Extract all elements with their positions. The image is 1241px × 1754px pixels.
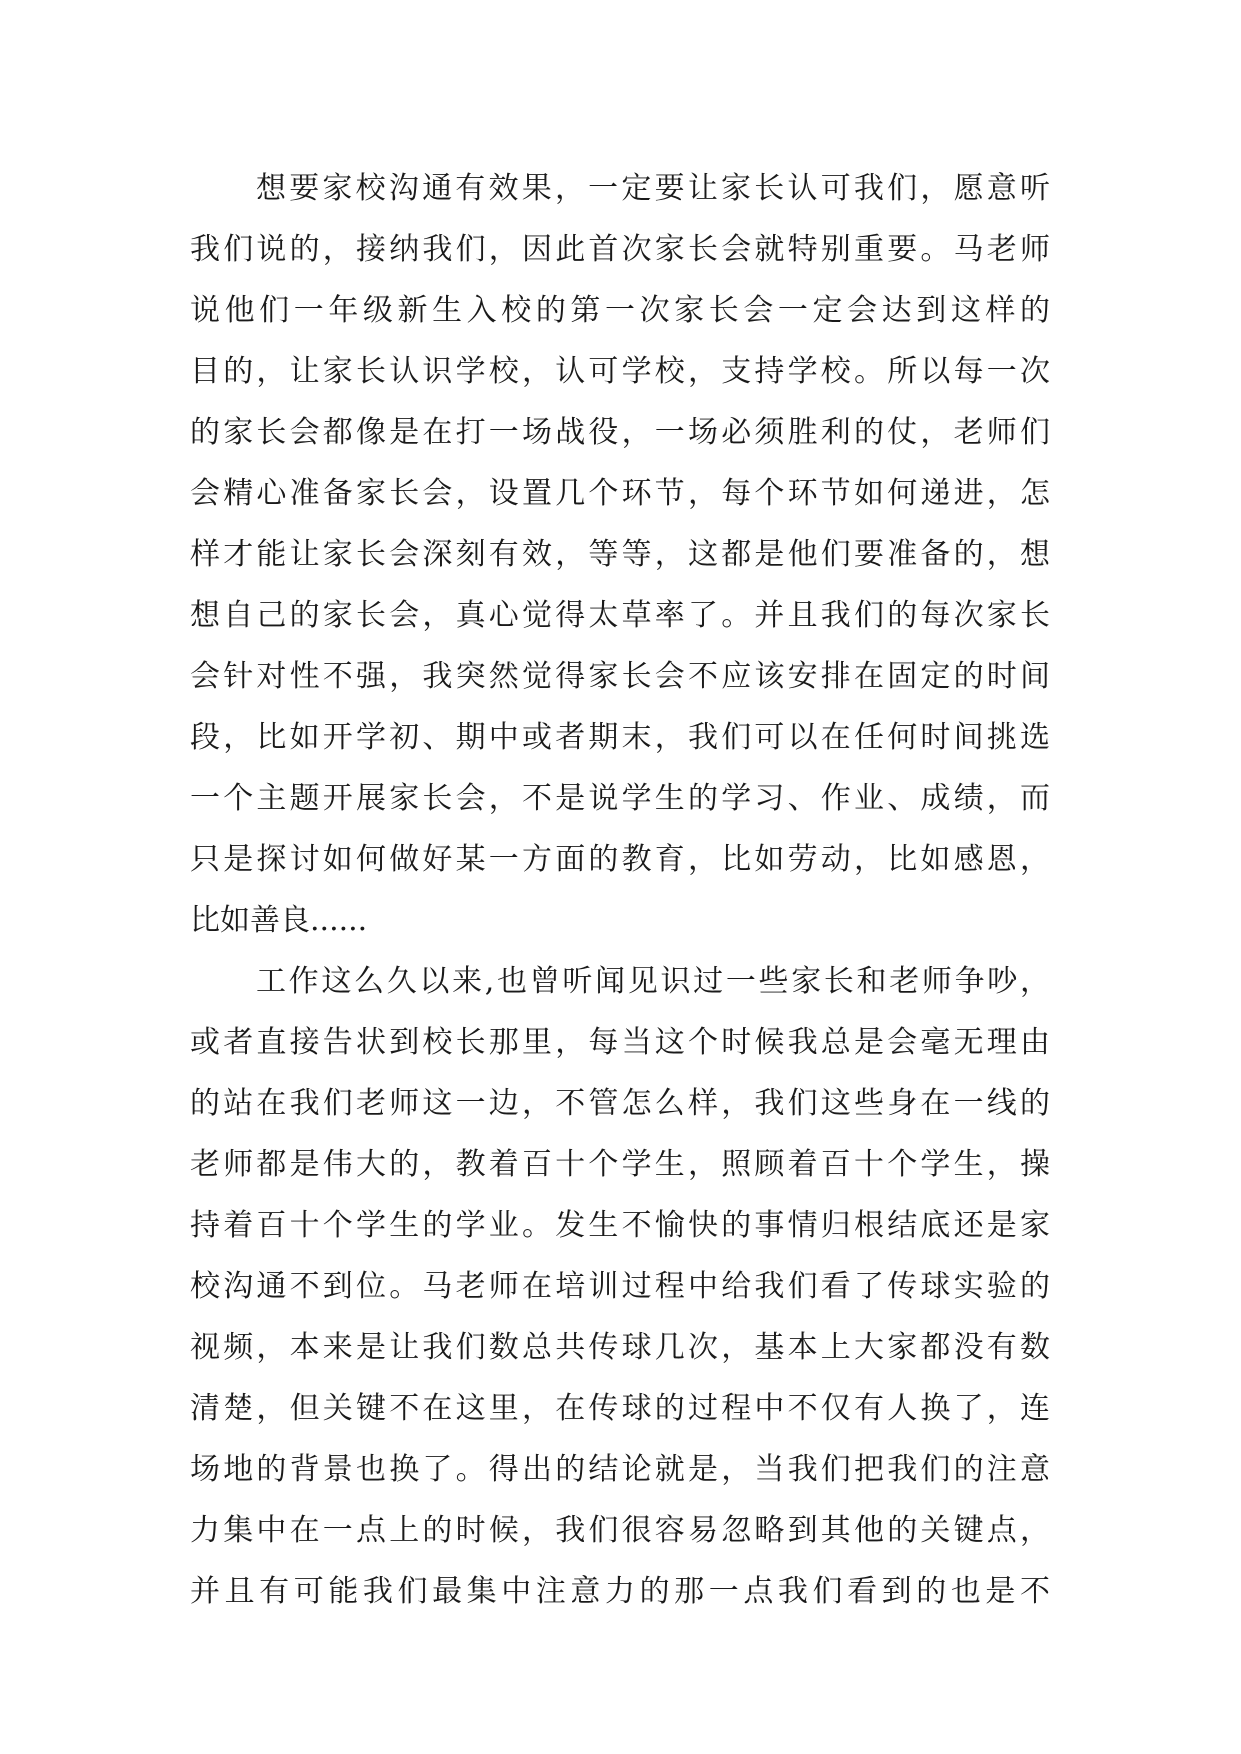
paragraph-line: 段，比如开学初、期中或者期末，我们可以在任何时间挑选: [190, 720, 1050, 755]
paragraph-line: 一个主题开展家长会，不是说学生的学习、作业、成绩，而: [190, 781, 1050, 816]
paragraph-line: 或者直接告状到校长那里，每当这个时候我总是会毫无理由: [190, 1025, 1050, 1060]
paragraph-line: 想要家校沟通有效果，一定要让家长认可我们，愿意听: [256, 171, 1050, 206]
document-body: [190, 158, 1050, 1622]
paragraph-1: [190, 158, 1050, 951]
paragraph-line: 想自己的家长会，真心觉得太草率了。并且我们的每次家长: [190, 598, 1050, 633]
paragraph-line: 场地的背景也换了。得出的结论就是，当我们把我们的注意: [190, 1452, 1050, 1487]
paragraph-line: 会针对性不强，我突然觉得家长会不应该安排在固定的时间: [190, 659, 1050, 694]
paragraph-2: [190, 951, 1050, 1622]
paragraph-line: 视频，本来是让我们数总共传球几次，基本上大家都没有数: [190, 1330, 1050, 1365]
paragraph-line: 我们说的，接纳我们，因此首次家长会就特别重要。马老师: [190, 232, 1050, 267]
paragraph-line: 的站在我们老师这一边，不管怎么样，我们这些身在一线的: [190, 1086, 1050, 1121]
paragraph-line: 清楚，但关键不在这里，在传球的过程中不仅有人换了，连: [190, 1391, 1050, 1426]
paragraph-line: 力集中在一点上的时候，我们很容易忽略到其他的关键点，: [190, 1513, 1050, 1548]
paragraph-line: 样才能让家长会深刻有效，等等，这都是他们要准备的，想: [190, 537, 1050, 572]
paragraph-line: 持着百十个学生的学业。发生不愉快的事情归根结底还是家: [190, 1208, 1050, 1243]
paragraph-line: 目的，让家长认识学校，认可学校，支持学校。所以每一次: [190, 354, 1050, 389]
paragraph-line: 老师都是伟大的，教着百十个学生，照顾着百十个学生，操: [190, 1147, 1050, 1182]
paragraph-line: 会精心准备家长会，设置几个环节，每个环节如何递进，怎: [190, 476, 1050, 511]
paragraph-line: 并且有可能我们最集中注意力的那一点我们看到的也是不: [190, 1574, 1050, 1609]
paragraph-line: 只是探讨如何做好某一方面的教育，比如劳动，比如感恩，: [190, 842, 1050, 877]
paragraph-line: 比如善良......: [190, 903, 368, 938]
paragraph-line: 的家长会都像是在打一场战役，一场必须胜利的仗，老师们: [190, 415, 1050, 450]
paragraph-line: 说他们一年级新生入校的第一次家长会一定会达到这样的: [190, 293, 1050, 328]
paragraph-line: 校沟通不到位。马老师在培训过程中给我们看了传球实验的: [190, 1269, 1050, 1304]
paragraph-line: 工作这么久以来,也曾听闻见识过一些家长和老师争吵，: [256, 964, 1050, 999]
